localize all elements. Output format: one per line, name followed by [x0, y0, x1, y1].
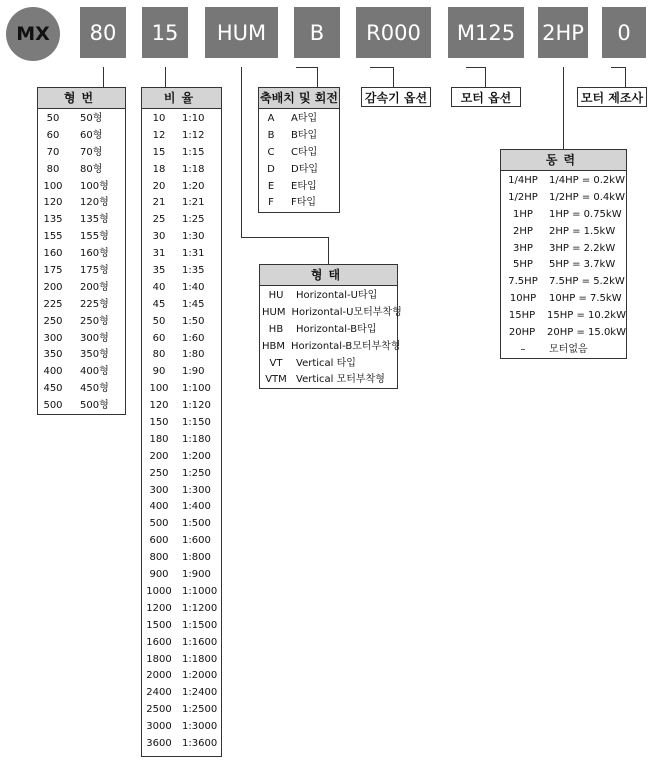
row-description: 60형: [80, 129, 103, 141]
row-code: 160: [43, 248, 63, 260]
table-row: [38, 314, 125, 331]
row-code: 2000: [146, 670, 172, 682]
row-description: 400형: [80, 366, 109, 378]
table-row: [142, 347, 221, 364]
table-row: [142, 212, 221, 229]
table-row: [501, 291, 626, 308]
row-code: 30: [152, 231, 166, 243]
row-code: 400: [149, 501, 169, 513]
row-description: B타입: [291, 129, 318, 141]
row-description: 1:2000: [182, 670, 218, 682]
row-code: HUM: [262, 306, 286, 318]
table-row: [259, 111, 339, 128]
row-description: 175형: [80, 265, 109, 277]
type-table: [259, 264, 402, 389]
table-row: [142, 364, 221, 381]
table-row: [38, 195, 125, 212]
table-row: [142, 584, 221, 601]
row-code: 1600: [146, 636, 172, 648]
table-row: [142, 635, 221, 652]
connector-motor-option-v: [485, 67, 486, 87]
table-row: [38, 347, 125, 364]
row-description: 1:150: [182, 417, 211, 429]
table-row: [38, 111, 125, 128]
row-code: 80: [152, 349, 166, 361]
row-code: –: [520, 343, 526, 355]
table-row: [501, 224, 626, 241]
table-row: [260, 305, 402, 322]
row-code: 1000: [146, 585, 172, 597]
row-code: 2400: [146, 687, 172, 699]
row-description: 1/4HP = 0.2kW: [549, 175, 625, 186]
table-row: [142, 195, 221, 212]
table-row: [142, 263, 221, 280]
table-row: [142, 449, 221, 466]
table-row: [142, 516, 221, 533]
row-code: 15: [152, 146, 166, 158]
row-code: 1200: [146, 602, 172, 614]
motor-option-code-box: M125: [448, 7, 524, 58]
row-description: 1:90: [182, 366, 205, 378]
row-code: 120: [149, 400, 169, 412]
shaft-table: [258, 87, 340, 213]
row-code: 100: [149, 383, 169, 395]
row-code: 15HP: [508, 310, 536, 322]
row-code: 5HP: [513, 259, 533, 271]
table-row: [260, 339, 401, 356]
row-code: 200: [149, 450, 169, 462]
row-code: 300: [149, 484, 169, 496]
row-code: VT: [269, 357, 283, 369]
table-row: [142, 601, 221, 618]
row-description: 3HP = 2.2kW: [549, 242, 616, 254]
row-code: 45: [152, 298, 166, 310]
row-description: Horizontal-B모터부착형: [291, 340, 401, 352]
table-row: [142, 246, 221, 263]
row-code: 18: [152, 163, 166, 175]
row-description: 500형: [80, 400, 109, 412]
row-description: 1:200: [182, 450, 211, 462]
type-code-box: HUM: [205, 7, 278, 58]
row-code: 175: [43, 265, 63, 277]
row-description: 1:2400: [182, 687, 218, 699]
table-row: [38, 145, 125, 162]
row-code: 3HP: [513, 242, 533, 254]
row-description: 10HP = 7.5kW: [549, 293, 622, 305]
row-code: 1500: [146, 619, 172, 631]
table-row: [501, 190, 626, 207]
row-description: 135형: [80, 214, 109, 226]
table-row: [142, 668, 221, 685]
row-code: 60: [46, 129, 60, 141]
row-description: 1:900: [182, 569, 211, 581]
table-row: [501, 274, 626, 291]
table-row: [501, 257, 626, 274]
table-row: [142, 145, 221, 162]
row-code: 21: [152, 197, 166, 209]
row-description: 20HP = 15.0kW: [547, 327, 626, 339]
table-row: [142, 685, 221, 702]
row-code: 350: [43, 349, 63, 361]
table-row: [142, 162, 221, 179]
row-description: 1:2500: [182, 704, 218, 716]
row-code: 3600: [146, 737, 172, 749]
row-description: 모터없음: [549, 343, 588, 355]
table-row: [142, 719, 221, 736]
table-row: [142, 652, 221, 669]
table-row: [259, 162, 339, 179]
table-row: [142, 736, 221, 753]
connector-reducer-h: [370, 67, 394, 68]
type-table-title: 형태: [260, 265, 397, 286]
shaft-code-box: B: [294, 7, 340, 58]
row-code: 120: [43, 197, 63, 209]
row-description: Horizontal-B타입: [296, 323, 377, 335]
row-code: 225: [43, 298, 63, 310]
reducer-option-label: 감속기 옵션: [361, 87, 431, 107]
row-description: 1:120: [182, 400, 211, 412]
row-description: 250형: [80, 315, 109, 327]
row-description: 1:25: [182, 214, 205, 226]
table-row: [142, 533, 221, 550]
row-code: 135: [43, 214, 63, 226]
row-description: 1:31: [182, 248, 205, 260]
row-code: F: [268, 197, 274, 209]
row-code: 35: [152, 265, 166, 277]
row-description: Vertical 타입: [296, 357, 356, 369]
row-description: 1:3000: [182, 721, 218, 733]
row-description: D타입: [291, 163, 319, 175]
table-row: [142, 567, 221, 584]
reducer-code-box: R000: [356, 7, 431, 58]
row-code: 25: [152, 214, 166, 226]
ratio-table: [141, 87, 222, 757]
table-row: [38, 381, 125, 398]
row-description: 160형: [80, 248, 109, 260]
row-description: 1:1000: [182, 585, 218, 597]
table-row: [142, 381, 221, 398]
row-code: 400: [43, 366, 63, 378]
table-row: [142, 550, 221, 567]
row-description: 1:10: [182, 113, 205, 124]
row-code: B: [267, 129, 275, 141]
table-row: [142, 466, 221, 483]
power-table: [500, 149, 627, 359]
row-code: 2500: [146, 704, 172, 716]
row-code: 80: [46, 163, 60, 175]
row-code: 450: [43, 383, 63, 395]
row-code: 250: [43, 315, 63, 327]
table-row: [142, 483, 221, 500]
table-row: [259, 128, 339, 145]
row-description: A타입: [291, 113, 318, 124]
power-table-title: 동력: [501, 150, 626, 171]
row-description: 1:180: [182, 433, 211, 445]
connector-maker-h: [611, 67, 625, 68]
connector-type-h: [241, 237, 329, 238]
row-description: Vertical 모터부착형: [296, 374, 385, 386]
row-description: 1/2HP = 0.4kW: [549, 191, 625, 203]
row-description: 120형: [80, 197, 109, 209]
row-description: 1:20: [182, 180, 205, 192]
table-row: [38, 280, 125, 297]
row-description: 1HP = 0.75kW: [549, 208, 622, 220]
row-code: 1/4HP: [508, 175, 538, 186]
row-code: HU: [268, 290, 284, 301]
row-code: 500: [149, 518, 169, 530]
row-description: 155형: [80, 231, 109, 243]
row-code: 150: [149, 417, 169, 429]
row-description: 1:600: [182, 535, 211, 547]
size-table-title: 형번: [38, 88, 125, 109]
row-description: 450형: [80, 383, 109, 395]
row-description: 1:1500: [182, 619, 218, 631]
row-description: 200형: [80, 281, 109, 293]
row-description: 1:1800: [182, 653, 218, 665]
table-row: [38, 246, 125, 263]
table-row: [142, 179, 221, 196]
table-row: [38, 331, 125, 348]
row-code: HB: [268, 323, 284, 335]
row-description: 1:45: [182, 298, 205, 310]
row-description: 1:250: [182, 467, 211, 479]
row-code: 3000: [146, 721, 172, 733]
table-row: [259, 179, 339, 196]
table-row: [260, 322, 397, 339]
table-row: [259, 195, 339, 212]
table-row: [142, 229, 221, 246]
table-row: [38, 297, 125, 314]
table-row: [142, 415, 221, 432]
row-code: 10HP: [509, 293, 537, 305]
row-description: 1:3600: [182, 737, 218, 749]
row-description: 1:35: [182, 265, 205, 277]
row-code: 1800: [146, 653, 172, 665]
table-row: [501, 308, 626, 325]
row-code: A: [267, 113, 275, 124]
row-description: E타입: [291, 180, 317, 192]
table-row: [142, 618, 221, 635]
ratio-table-title: 비율: [142, 88, 221, 109]
row-code: 7.5HP: [508, 276, 538, 288]
row-code: 1HP: [513, 208, 533, 220]
row-description: 1:80: [182, 349, 205, 361]
power-code-box: 2HP: [538, 7, 588, 58]
table-row: [38, 162, 125, 179]
connector-power-v: [563, 67, 564, 149]
table-row: [142, 499, 221, 516]
row-code: 20HP: [508, 327, 536, 339]
row-code: 500: [43, 400, 63, 412]
row-code: 200: [43, 281, 63, 293]
connector-size-v: [103, 67, 104, 87]
row-code: HBM: [262, 340, 286, 352]
row-description: Horizontal-U모터부착형: [291, 306, 402, 318]
row-code: 31: [152, 248, 166, 260]
row-description: 1:60: [182, 332, 205, 344]
row-code: 300: [43, 332, 63, 344]
row-code: 70: [46, 146, 60, 158]
row-description: 1:400: [182, 501, 211, 513]
row-code: 50: [46, 113, 60, 124]
row-code: 2HP: [513, 225, 533, 237]
row-code: VTM: [265, 374, 287, 386]
row-description: 1:21: [182, 197, 205, 209]
row-code: 600: [149, 535, 169, 547]
connector-motor-option-h: [466, 67, 486, 68]
table-row: [501, 325, 626, 342]
table-row: [142, 398, 221, 415]
row-description: 5HP = 3.7kW: [549, 259, 616, 271]
table-row: [142, 702, 221, 719]
row-description: 2HP = 1.5kW: [549, 225, 616, 237]
row-description: 1:100: [182, 383, 211, 395]
row-description: 7.5HP = 5.2kW: [549, 276, 625, 288]
table-row: [260, 356, 397, 373]
row-code: 60: [152, 332, 166, 344]
connector-shaft-v: [317, 67, 318, 87]
row-description: 1:500: [182, 518, 211, 530]
connector-shaft-h: [296, 67, 317, 68]
row-description: F타입: [291, 197, 317, 209]
row-code: 1/2HP: [508, 191, 538, 203]
row-code: 50: [152, 315, 166, 327]
connector-type-v2: [328, 237, 329, 264]
row-description: 15HP = 10.2kW: [547, 310, 626, 322]
table-row: [38, 364, 125, 381]
row-description: 1:300: [182, 484, 211, 496]
row-description: 1:40: [182, 281, 205, 293]
table-row: [142, 128, 221, 145]
row-description: 1:800: [182, 552, 211, 564]
row-description: 1:1200: [182, 602, 218, 614]
row-description: 1:18: [182, 163, 205, 175]
row-code: 155: [43, 231, 63, 243]
table-row: [259, 145, 339, 162]
row-description: Horizontal-U타입: [296, 290, 378, 301]
size-code-box: 80: [80, 7, 126, 58]
connector-type-v1: [241, 67, 242, 238]
table-row: [38, 212, 125, 229]
row-code: 12: [152, 129, 166, 141]
row-code: 10: [152, 113, 166, 124]
row-description: 1:30: [182, 231, 205, 243]
maker-code-box: 0: [602, 7, 646, 58]
table-row: [142, 432, 221, 449]
row-code: 100: [43, 180, 63, 192]
table-row: [38, 229, 125, 246]
size-table: [37, 87, 126, 415]
row-description: 1:12: [182, 129, 205, 141]
row-code: E: [267, 180, 275, 192]
row-code: 40: [152, 281, 166, 293]
table-row: [142, 314, 221, 331]
shaft-table-title: 축배치 및 회전: [259, 88, 339, 109]
table-row: [38, 263, 125, 280]
table-row: [38, 128, 125, 145]
row-description: 300형: [80, 332, 109, 344]
prefix-badge: MX: [6, 7, 60, 61]
row-code: 250: [149, 467, 169, 479]
table-row: [260, 372, 397, 389]
motor-option-label: 모터 옵션: [451, 87, 521, 107]
table-row: [501, 207, 626, 224]
table-row: [142, 280, 221, 297]
table-row: [142, 297, 221, 314]
table-row: [501, 173, 626, 190]
row-code: 180: [149, 433, 169, 445]
row-description: 50형: [80, 113, 103, 124]
row-description: 1:50: [182, 315, 205, 327]
row-description: 70형: [80, 146, 103, 158]
row-code: 90: [152, 366, 166, 378]
row-description: 1:15: [182, 146, 205, 158]
row-description: 1:1600: [182, 636, 218, 648]
row-description: 225형: [80, 298, 109, 310]
table-row: [142, 111, 221, 128]
table-row: [38, 398, 125, 415]
table-row: [38, 179, 125, 196]
row-code: D: [267, 163, 275, 175]
row-description: 100형: [80, 180, 109, 192]
row-code: 900: [149, 569, 169, 581]
table-row: [142, 331, 221, 348]
table-row: [501, 241, 626, 258]
connector-maker-v: [625, 67, 626, 87]
row-code: C: [267, 146, 275, 158]
ratio-code-box: 15: [142, 7, 188, 58]
row-description: C타입: [291, 146, 318, 158]
table-row: [501, 342, 626, 359]
row-description: 350형: [80, 349, 109, 361]
connector-ratio-v: [165, 67, 166, 87]
row-code: 20: [152, 180, 166, 192]
connector-reducer-v: [393, 67, 394, 87]
table-row: [260, 288, 397, 305]
row-code: 800: [149, 552, 169, 564]
motor-maker-label: 모터 제조사: [577, 87, 647, 107]
row-description: 80형: [80, 163, 103, 175]
